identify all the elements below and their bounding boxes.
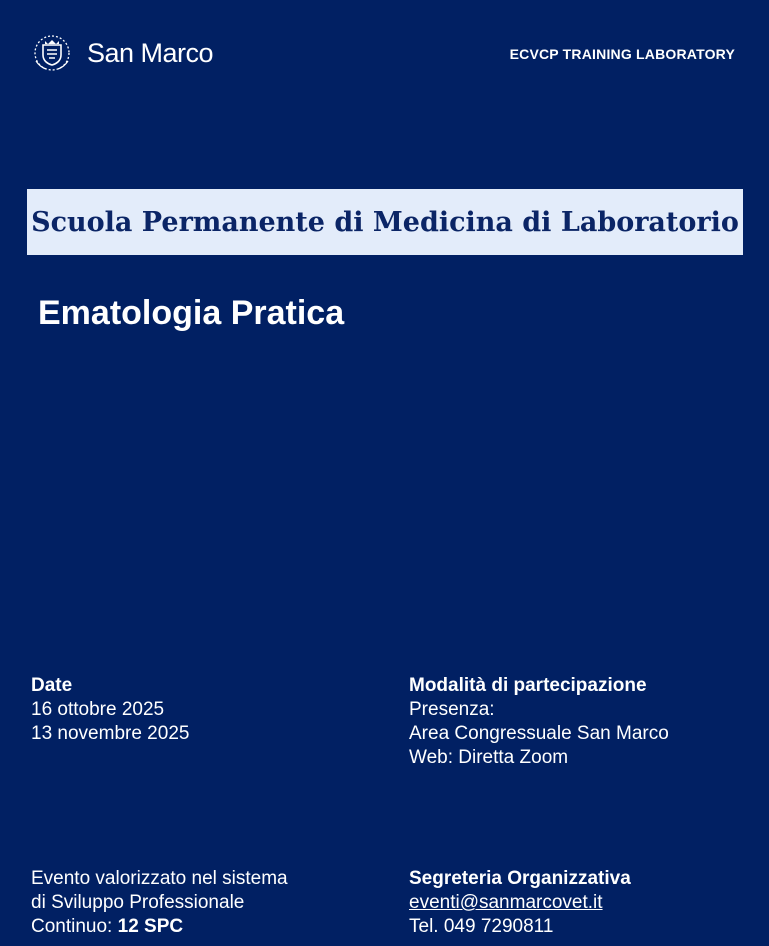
participation-line: Presenza: <box>409 699 495 720</box>
school-banner <box>27 189 743 255</box>
credits-value: 12 SPC <box>117 916 184 937</box>
dates-heading: Date <box>31 675 73 696</box>
participation-heading: Modalità di partecipazione <box>409 675 647 696</box>
secretariat-heading: Segreteria Organizzativa <box>409 868 631 889</box>
brand-logo <box>30 33 213 73</box>
participation-line: Area Congressuale San Marco <box>409 723 669 744</box>
dates-block <box>31 674 189 746</box>
course-title: Ematologia Pratica <box>38 294 345 332</box>
phone-number: Tel. 049 7290811 <box>409 916 554 937</box>
credits-line: di Sviluppo Professionale <box>31 892 245 913</box>
brand-name: San Marco <box>87 37 214 68</box>
secretariat-block <box>409 867 631 939</box>
lab-subtitle: ECVCP TRAINING LABORATORY <box>509 46 735 62</box>
email-link[interactable]: eventi@sanmarcovet.it <box>409 892 603 913</box>
seal-icon <box>30 33 74 73</box>
participation-line: Web: Diretta Zoom <box>409 747 569 768</box>
participation-block <box>409 674 669 770</box>
date-item: 13 novembre 2025 <box>31 723 190 744</box>
school-name: Scuola Permanente di Medicina di Laboratorio <box>31 206 739 238</box>
credits-prefix: Continuo: <box>31 916 118 937</box>
credits-line <box>31 915 288 939</box>
credits-line: Evento valorizzato nel sistema <box>31 868 288 889</box>
date-item: 16 ottobre 2025 <box>31 699 165 720</box>
credits-block <box>31 867 288 939</box>
